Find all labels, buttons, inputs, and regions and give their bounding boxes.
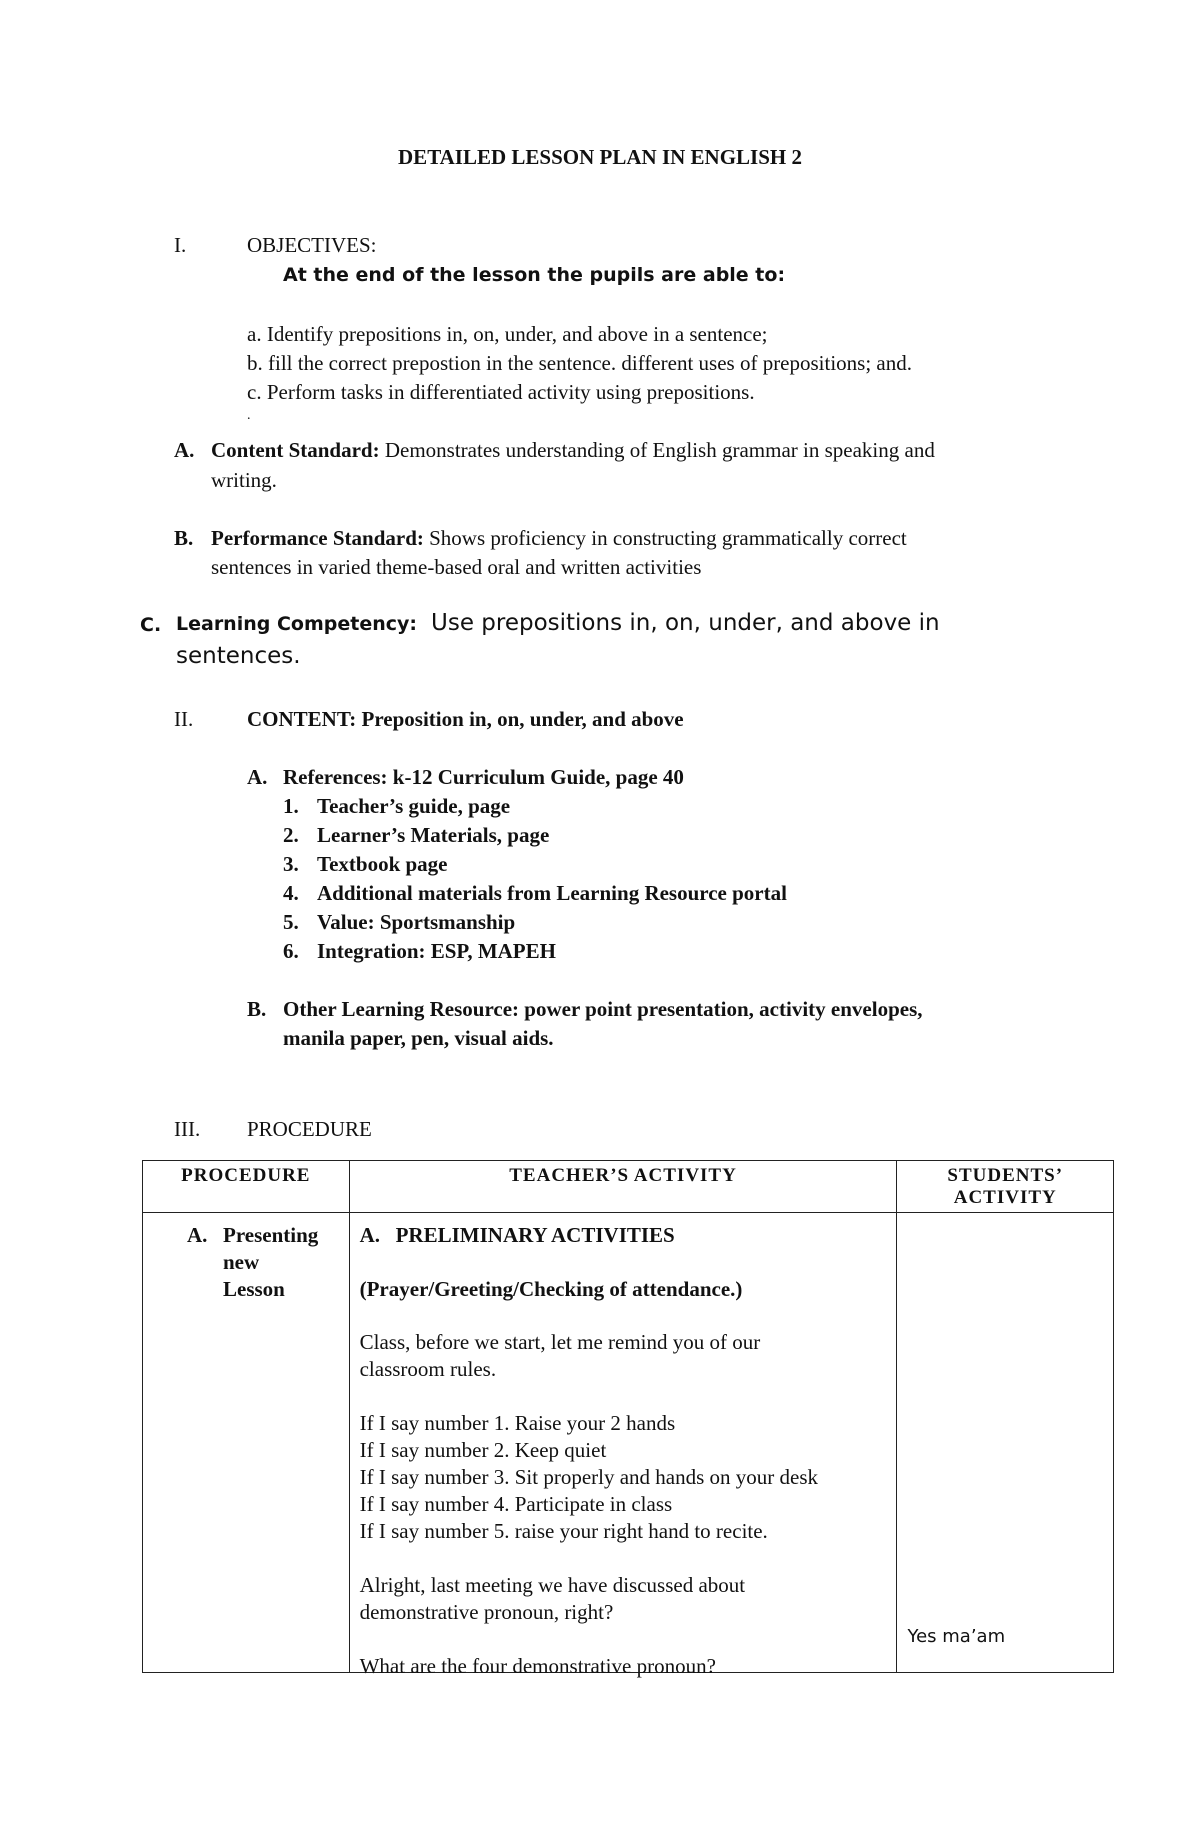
content-standard-line2: writing. <box>211 468 277 492</box>
header-procedure: PROCEDURE <box>143 1161 350 1213</box>
content-standard-marker: A. <box>174 438 195 462</box>
content-standard-label: Content Standard: <box>211 438 380 462</box>
learning-competency-line2: sentences. <box>176 643 301 669</box>
teacher-heading: PRELIMINARY ACTIVITIES <box>395 1223 675 1247</box>
procedure-heading: PROCEDURE <box>247 1117 372 1141</box>
header-students-line2: ACTIVITY <box>953 1187 1057 1208</box>
learning-competency-label: Learning Competency: <box>176 613 417 635</box>
objective-dot: . <box>247 408 251 423</box>
objectives-intro: At the end of the lesson the pupils are able to: <box>283 264 786 286</box>
reference-item-num-5: 5. <box>283 910 299 934</box>
performance-standard-line1 <box>211 526 907 551</box>
teacher-paragraph-2-line2: demonstrative pronoun, right? <box>359 1600 614 1624</box>
header-students-line1: STUDENTS’ <box>947 1165 1064 1186</box>
other-resource-line2: manila paper, pen, visual aids. <box>283 1026 554 1050</box>
objectives-numeral: I. <box>174 233 187 257</box>
reference-item-num-6: 6. <box>283 939 299 963</box>
student-activity-cell <box>897 1213 1114 1673</box>
procedure-cell <box>143 1213 350 1673</box>
learning-competency-text: Use prepositions in, on, under, and above in <box>431 610 940 636</box>
content-heading: CONTENT: Preposition in, on, under, and above <box>247 707 684 731</box>
teacher-paragraph-1-line1: Class, before we start, let me remind you of our <box>359 1330 761 1354</box>
header-students-activity <box>897 1161 1114 1213</box>
reference-item-num-3: 3. <box>283 852 299 876</box>
reference-item-num-1: 1. <box>283 794 299 818</box>
content-numeral: II. <box>174 707 194 731</box>
objective-item-a: a. Identify prepositions in, on, under, and above in a sentence; <box>247 322 768 346</box>
procedure-table <box>142 1160 1114 1678</box>
objective-item-b: b. fill the correct prepostion in the sentence. different uses of prepositions; and. <box>247 351 913 375</box>
references-text: References: k-12 Curriculum Guide, page 40 <box>283 765 684 789</box>
classroom-rule-2: If I say number 2. Keep quiet <box>359 1438 607 1462</box>
content-standard-text: Demonstrates understanding of English grammar in speaking and <box>379 438 935 462</box>
classroom-rule-1: If I say number 1. Raise your 2 hands <box>359 1411 676 1435</box>
teacher-subheading: (Prayer/Greeting/Checking of attendance.) <box>359 1277 743 1301</box>
reference-item-2: Learner’s Materials, page <box>317 823 550 847</box>
procedure-row-line3: Lesson <box>223 1277 285 1301</box>
other-resource-marker: B. <box>247 997 267 1021</box>
performance-standard-line2: sentences in varied theme-based oral and written activities <box>211 555 702 579</box>
classroom-rule-5: If I say number 5. raise your right hand to recite. <box>359 1519 768 1543</box>
teacher-paragraph-2-line1: Alright, last meeting we have discussed about <box>359 1573 746 1597</box>
content-standard-line1 <box>211 438 935 463</box>
procedure-row-line2: new <box>223 1250 260 1274</box>
teacher-activity-cell <box>349 1213 897 1678</box>
reference-item-4: Additional materials from Learning Resource portal <box>317 881 787 905</box>
reference-item-num-2: 2. <box>283 823 299 847</box>
teacher-heading-marker: A. <box>359 1223 381 1247</box>
performance-standard-label: Performance Standard: <box>211 526 424 550</box>
reference-item-5: Value: Sportsmanship <box>317 910 516 934</box>
student-reply: Yes ma’am <box>907 1626 1006 1647</box>
header-teachers-activity: TEACHER’S ACTIVITY <box>349 1161 897 1213</box>
table-row <box>143 1213 1114 1673</box>
objective-item-c: c. Perform tasks in differentiated activity using prepositions. <box>247 380 755 404</box>
other-resource-line1: Other Learning Resource: power point presentation, activity envelopes, <box>283 997 923 1021</box>
objectives-heading: OBJECTIVES: <box>247 233 377 257</box>
procedure-row-line1: Presenting <box>223 1223 319 1247</box>
procedure-numeral: III. <box>174 1117 201 1141</box>
teacher-paragraph-1-line2: classroom rules. <box>359 1357 497 1381</box>
teacher-paragraph-3: What are the four demonstrative pronoun? <box>359 1654 716 1678</box>
performance-standard-text: Shows proficiency in constructing grammatically correct <box>423 526 907 550</box>
reference-item-1: Teacher’s guide, page <box>317 794 511 818</box>
reference-item-3: Textbook page <box>317 852 448 876</box>
classroom-rule-4: If I say number 4. Participate in class <box>359 1492 673 1516</box>
procedure-row-marker: A. <box>187 1223 208 1247</box>
classroom-rule-3: If I say number 3. Sit properly and hands on your desk <box>359 1465 819 1489</box>
performance-standard-marker: B. <box>174 526 194 550</box>
table-header-row <box>143 1161 1114 1213</box>
references-marker: A. <box>247 765 268 789</box>
learning-competency-marker: C. <box>140 614 162 636</box>
reference-item-6: Integration: ESP, MAPEH <box>317 939 556 963</box>
learning-competency-line1 <box>176 610 940 636</box>
reference-item-num-4: 4. <box>283 881 299 905</box>
page-title: DETAILED LESSON PLAN IN ENGLISH 2 <box>398 145 802 169</box>
